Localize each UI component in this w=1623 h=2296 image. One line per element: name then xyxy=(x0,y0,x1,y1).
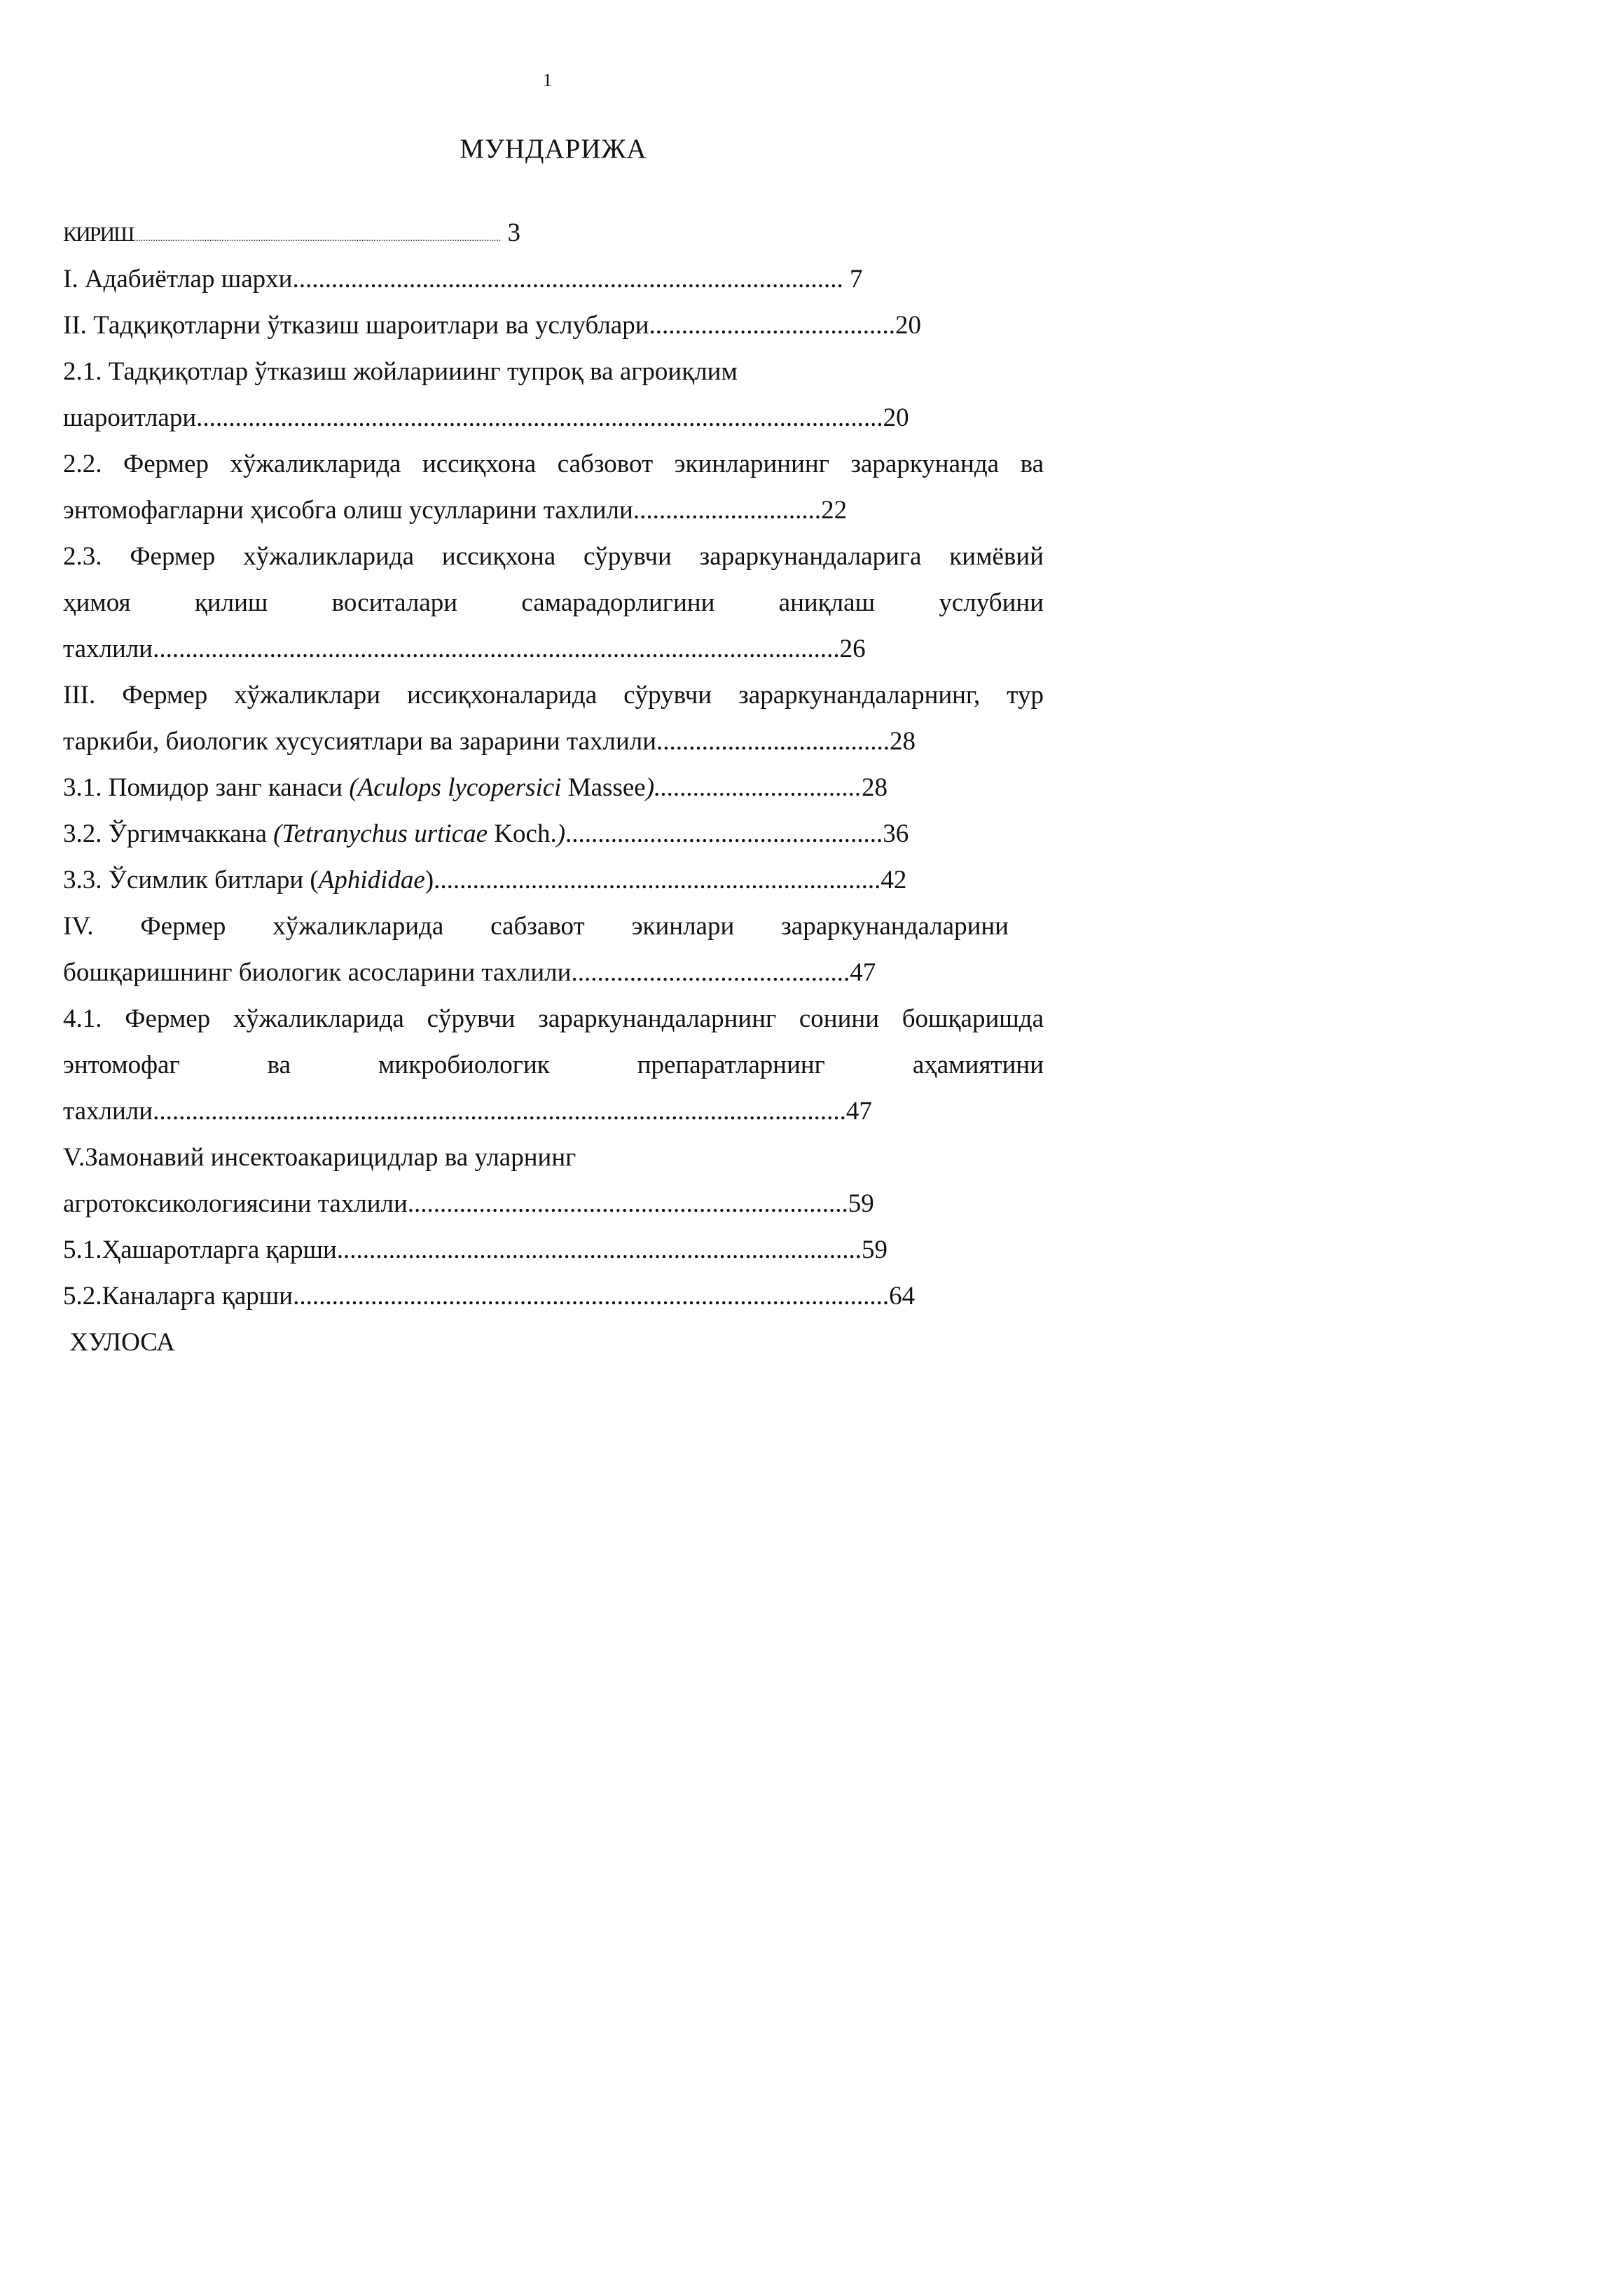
toc-page-number: 42 xyxy=(880,866,907,894)
toc-entry-title: бошқаришнинг биологик асосларини тахлили xyxy=(63,958,572,987)
toc-entry-title: энтомофагларни ҳисобга олиш усулларини тахлили xyxy=(63,496,633,525)
toc-page-number: 59 xyxy=(848,1189,874,1218)
toc-latin-name: (Aculops lycopersici xyxy=(349,773,562,802)
toc-entry-chapter-4: IV. Фермер хўжаликларида сабзавот экинлари зараркунандаларини xyxy=(63,912,1009,941)
toc-dot-leader: ................................................. xyxy=(565,819,883,848)
toc-entry-section-3-1 xyxy=(63,770,888,805)
page-title: МУНДАРИЖА xyxy=(460,134,647,164)
toc-entry-title: тахлили xyxy=(63,635,153,663)
toc-dot-leader: ..................................................................... xyxy=(434,866,881,894)
toc-dot-leader: ........................................... xyxy=(571,958,850,987)
toc-entry-chapter-3-cont xyxy=(63,724,916,759)
toc-dot-leader: ........................................................................................................... xyxy=(153,1097,846,1126)
toc-dot-leader: ............................. xyxy=(633,496,822,525)
toc-dot-leader: ...................................... xyxy=(649,311,896,340)
toc-entry-chapter-5: V.Замонавий инсектоакарицидлар ва уларнинг xyxy=(63,1143,576,1172)
toc-page-number: 28 xyxy=(890,727,916,756)
toc-entry-title: тахлили xyxy=(63,1097,153,1126)
toc-page-number: 22 xyxy=(821,496,848,525)
toc-page-number: 36 xyxy=(883,819,909,848)
toc-page-number: 3 xyxy=(501,219,521,247)
toc-entry-chapter-4-cont xyxy=(63,955,876,990)
toc-entry-title: 3.2. Ўргимчаккана xyxy=(63,819,274,848)
toc-page-number: 20 xyxy=(883,403,909,432)
toc-page-number: 47 xyxy=(845,1097,872,1126)
toc-entry-conclusion: ХУЛОСА xyxy=(63,1328,175,1357)
toc-entry-section-3-3 xyxy=(63,863,906,898)
toc-dot-leader: .................................................................... xyxy=(407,1189,848,1218)
toc-author: Massee xyxy=(561,773,646,802)
toc-entry-section-5-1 xyxy=(63,1233,888,1268)
toc-entry-section-4-1-cont: энтомофаг ва микробиологик препаратларнинг аҳамиятини xyxy=(63,1051,1044,1079)
toc-entry-title: II. Тадқиқотларни ўтказиш шароитлари ва услублари xyxy=(63,311,649,340)
toc-page-number: 59 xyxy=(862,1236,888,1264)
toc-close-paren: ) xyxy=(424,866,434,894)
toc-page-number: 64 xyxy=(889,1282,916,1310)
toc-entry-section-2-1: 2.1. Тадқиқотлар ўтказиш жойларииинг тупроқ ва агроиқлим xyxy=(63,357,738,386)
toc-dot-leader: ...................................................................................................................................................... xyxy=(133,233,502,244)
toc-entry-chapter-3: III. Фермер хўжаликлари иссиқхоналарида сўрувчи зараркунандаларнинг, тур xyxy=(63,681,1044,710)
toc-page-number: 28 xyxy=(862,773,888,802)
toc-entry-title: агротоксикологиясини тахлили xyxy=(63,1189,408,1218)
toc-entry-section-3-2 xyxy=(63,817,909,852)
toc-author: Koch. xyxy=(488,819,557,848)
toc-close-paren: ) xyxy=(556,819,566,848)
toc-entry-title: 5.1.Ҳашаротларга қарши xyxy=(63,1236,337,1264)
toc-entry-kirish xyxy=(63,216,520,256)
toc-entry-section-4-1-end xyxy=(63,1094,872,1129)
toc-entry-chapter-5-cont xyxy=(63,1187,874,1222)
toc-latin-name: (Tetranychus urticae xyxy=(273,819,488,848)
toc-entry-section-2-2: 2.2. Фермер хўжаликларида иссиқхона сабзовот экинларининг зараркунанда ва xyxy=(63,450,1044,478)
toc-entry-chapter-2 xyxy=(63,308,921,343)
toc-dot-leader: .......................................................................................................... xyxy=(153,635,840,663)
toc-page-number: 7 xyxy=(843,265,863,293)
toc-entry-section-5-2 xyxy=(63,1279,915,1314)
toc-dot-leader: .......................................................................................................... xyxy=(196,403,883,432)
page-number: 1 xyxy=(543,70,552,90)
toc-entry-section-4-1: 4.1. Фермер хўжаликларида сўрувчи зараркунандаларнинг сонини бошқаришда xyxy=(63,1004,1044,1033)
toc-entry-title: 3.3. Ўсимлик битлари ( xyxy=(63,866,319,894)
toc-entry-section-2-3-cont: ҳимоя қилиш воситалари самарадорлигини аниқлаш услубини xyxy=(63,588,1044,617)
toc-dot-leader: ................................ xyxy=(654,773,862,802)
toc-dot-leader: ............................................................................................ xyxy=(293,1282,890,1310)
toc-entry-title: КИРИШ xyxy=(63,223,134,246)
toc-page-number: 20 xyxy=(895,311,922,340)
toc-entry-section-2-2-cont xyxy=(63,493,847,528)
toc-latin-name: Aphididae xyxy=(318,866,425,894)
toc-entry-title: шароитлари xyxy=(63,403,197,432)
toc-dot-leader: .................................... xyxy=(656,727,890,756)
toc-entry-chapter-1 xyxy=(63,262,862,297)
toc-entry-title: I. Адабиётлар шархи xyxy=(63,265,293,293)
toc-entry-section-2-3-end xyxy=(63,632,866,667)
toc-dot-leader: ..................................................................................... xyxy=(292,265,843,293)
toc-page-number: 26 xyxy=(839,635,866,663)
toc-dot-leader: ................................................................................. xyxy=(336,1236,862,1264)
toc-entry-title: 3.1. Помидор занг канаси xyxy=(63,773,350,802)
toc-close-paren: ) xyxy=(645,773,655,802)
toc-entry-section-2-3: 2.3. Фермер хўжаликларида иссиқхона сўрувчи зараркунандаларига кимёвий xyxy=(63,542,1044,571)
toc-entry-title: таркиби, биологик хусусиятлари ва зарарини тахлили xyxy=(63,727,657,756)
toc-entry-title: 5.2.Каналарга қарши xyxy=(63,1282,293,1310)
toc-page-number: 47 xyxy=(850,958,876,987)
toc-entry-section-2-1-cont xyxy=(63,401,909,436)
